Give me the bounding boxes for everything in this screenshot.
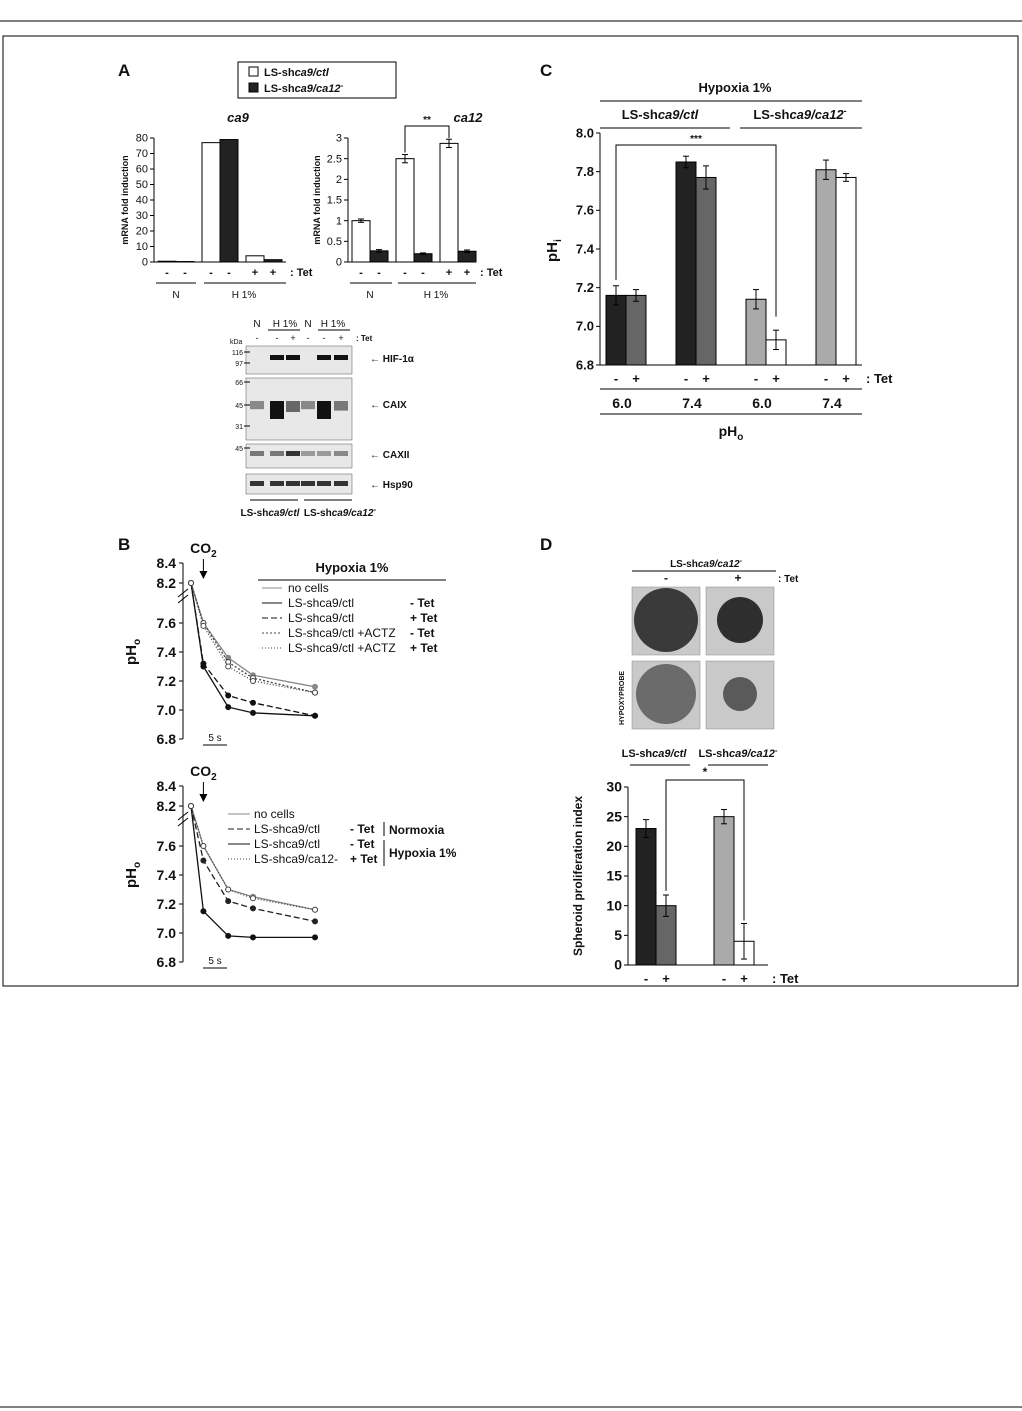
y-tick-label: 20 [135,225,148,238]
image-header: LS-shca9/ca12- [670,558,742,570]
bar [696,177,716,365]
y-tick-label: 30 [606,778,622,795]
band [317,451,331,456]
y-tick-label: 60 [135,163,148,176]
marker-label: 66 [235,380,243,387]
data-point [226,899,231,904]
tet-label: - [613,371,619,386]
bar [202,143,220,262]
data-point [201,661,206,666]
legend-tet: + Tet [350,852,378,866]
chart-title: Hypoxia 1% [315,560,389,575]
panel-label-d: D [540,535,553,554]
pho-value: 7.4 [822,395,842,411]
bar [676,162,696,365]
group-label: LS-shca9/ca12- [753,106,847,122]
lane-label: N [253,319,261,330]
y-axis-label: mRNA fold induction [312,155,322,245]
y-tick-label: 7.6 [575,202,594,218]
bottom-label: LS-shca9/ctl [240,508,300,519]
bar [440,143,458,262]
lane-label: N [304,319,312,330]
data-point [251,679,256,684]
tet-label: - [721,971,727,986]
legend-label: no cells [254,807,295,821]
data-point [313,907,318,912]
group-label: H 1% [231,290,257,301]
y-tick-label: 1 [335,215,342,228]
y-tick-label: 7.4 [156,644,176,660]
y-tick-label: 15 [606,867,622,884]
band-label: ← CAIX [370,400,407,411]
y-tick-label: 30 [135,210,148,223]
tet-label: - [322,333,326,343]
pho-value: 6.0 [752,395,772,411]
y-tick-label: 6.8 [575,357,594,373]
band [317,355,331,360]
band [270,401,284,419]
legend-a-label-ca12: LS-shca9/ca12- [264,81,344,95]
y-tick-label: 10 [606,897,622,914]
data-point [251,896,256,901]
y-tick-label: 7.6 [156,615,176,631]
y-tick-label: 8.4 [156,778,176,794]
panel-label-a: A [118,61,131,80]
data-point [226,887,231,892]
y-tick-label: 8.2 [156,575,176,591]
spheroid-images [619,558,799,729]
band [270,451,284,456]
y-tick-label: 0 [141,256,148,269]
legend-tet: - Tet [410,596,435,610]
group-label: N [366,290,374,301]
marker-label: 45 [235,446,243,453]
chart-b-bottom [123,763,457,970]
chart-title: ca9 [227,110,249,125]
kda-label: kDa [230,339,243,346]
chart-a-ca9 [120,110,313,301]
y-tick-label: 3 [335,132,342,145]
co2-arrowhead [199,571,207,579]
spheroid [634,588,698,652]
tet-label: - [209,267,213,279]
bar [352,221,370,262]
tet-label: + [772,371,780,386]
significance-label: ** [423,115,431,126]
y-tick-label: 7.2 [156,673,176,689]
marker-label: 45 [235,403,243,410]
data-point [251,906,256,911]
tet-axis-label: : Tet [480,267,503,279]
data-point [226,664,231,669]
legend-a [238,62,396,98]
tet-label: - [753,371,759,386]
band [286,401,300,412]
data-point [201,858,206,863]
y-tick-label: 0 [335,256,342,269]
tet-label: + [842,371,850,386]
tet-axis-label: : Tet [778,574,799,585]
band [250,481,264,486]
tet-label: + [662,971,670,986]
data-point [313,935,318,940]
y-tick-label: 8.0 [575,125,594,141]
co2-annotation: $CO_2$ [190,763,217,783]
y-tick-label: 7.4 [156,867,176,883]
marker-label: 97 [235,361,243,368]
legend-label: LS-shca9/ctl [288,611,355,625]
spheroid [636,664,696,724]
band [334,401,348,411]
data-point [313,713,318,718]
legend-tet: - Tet [350,837,375,851]
y-tick-label: 7.0 [575,318,594,334]
tet-label: + [702,371,710,386]
y-axis-label: $pH_i$ [544,239,564,262]
tet-label: + [734,571,742,585]
lane-label: H 1% [320,319,346,330]
band [250,401,264,409]
bar [158,261,176,262]
data-point [201,623,206,628]
y-tick-label: 1.5 [326,194,342,207]
bar [606,295,626,365]
band [270,355,284,360]
tet-label: - [403,267,407,279]
y-tick-label: 25 [606,808,622,825]
y-tick-label: 7.8 [575,164,594,179]
panel-label-c: C [540,61,553,80]
tet-label: - [823,371,829,386]
legend-label: LS-shca9/ctl +ACTZ [288,641,396,655]
legend-tet: + Tet [410,641,438,655]
band [301,481,315,486]
band [334,481,348,486]
tet-label: + [445,267,453,279]
data-point [251,710,256,715]
tet-axis-label: : Tet [290,267,313,279]
y-tick-label: 7.4 [575,241,594,257]
chart-a-ca12 [312,110,503,301]
tet-label: - [255,333,259,343]
spheroid [717,597,763,643]
chart-c-phi [544,80,893,443]
band [317,401,331,419]
band [286,481,300,486]
data-point [226,705,231,710]
x-axis-label: $pH_o$ [718,423,744,443]
legend-a-swatch-ctl [249,67,258,76]
data-point [189,581,194,586]
y-tick-label: 40 [135,194,148,207]
co2-arrowhead [199,794,207,802]
y-tick-label: 7.6 [156,838,176,854]
bar [816,170,836,365]
row-label: HYPOXYPROBE [619,670,626,725]
tet-label: + [290,333,296,343]
bar [264,260,282,262]
chart-b-top [123,540,446,747]
scale-label: 5 s [208,956,222,967]
tet-label: + [269,267,277,279]
tet-label: + [740,971,748,986]
data-point [226,693,231,698]
y-tick-label: 50 [135,179,148,192]
legend-label: no cells [288,581,329,595]
tet-label: + [463,267,471,279]
y-tick-label: 8.2 [156,798,176,814]
group-label: LS-shca9/ctl [621,107,699,122]
chart-title: Hypoxia 1% [698,80,772,95]
figure-frame [3,36,1018,986]
y-tick-label: 8.4 [156,555,176,571]
bar [836,177,856,365]
legend-tet: - Tet [410,626,435,640]
bar [246,256,264,262]
y-tick-label: 2.5 [326,153,342,166]
y-axis-label: mRNA fold induction [120,155,130,245]
tet-label: - [664,571,668,585]
tet-label: - [183,267,187,279]
condition-label: Hypoxia 1% [389,846,457,860]
bar [636,829,656,965]
co2-annotation: $CO_2$ [190,540,217,560]
legend-tet: - Tet [350,822,375,836]
band-label: ← HIF-1α [370,354,414,365]
data-point [201,909,206,914]
bar [396,159,414,262]
western-blot [230,319,415,519]
bar [220,140,238,262]
marker-label: 116 [231,350,243,357]
band-label: ← Hsp90 [370,480,413,491]
tet-label: - [275,333,279,343]
data-point [201,844,206,849]
y-tick-label: 70 [135,148,148,161]
band [286,451,300,456]
data-point [313,919,318,924]
panel-label-b: B [118,535,131,554]
significance-label: * [702,765,708,779]
legend-a-swatch-ca12 [249,83,258,92]
y-tick-label: 7.0 [156,925,176,941]
tet-label: + [338,333,344,343]
y-tick-label: 7.2 [156,896,176,912]
y-axis-label: Spheroid proliferation index [571,795,585,957]
band [301,401,315,409]
group-label: N [172,290,180,301]
y-tick-label: 6.8 [156,731,176,747]
y-tick-label: 7.0 [156,702,176,718]
tet-label: - [359,267,363,279]
band [286,355,300,360]
y-axis-label: $pH_o$ [123,638,143,665]
scale-label: 5 s [208,733,222,744]
band [334,355,348,360]
tet-label: + [251,267,259,279]
condition-label: Normoxia [389,823,445,837]
y-tick-label: 0 [614,956,622,973]
tet-label: - [643,971,649,986]
tet-label: - [683,371,689,386]
band [317,481,331,486]
tet-label: - [306,333,310,343]
band-label: ← CAXII [370,450,410,461]
group-label: LS-shca9/ctl [621,748,687,760]
tet-axis-label: : Tet [356,334,373,343]
significance-label: *** [690,134,702,145]
marker-label: 31 [235,424,243,431]
tet-label: - [421,267,425,279]
data-point [313,684,318,689]
data-point [251,935,256,940]
legend-a-label-ctl: LS-shca9/ctl [264,67,329,79]
y-tick-label: 10 [135,241,148,254]
group-label: H 1% [423,290,449,301]
pho-value: 6.0 [612,395,632,411]
lane-label: H 1% [272,319,298,330]
legend-label: LS-shca9/ca12- [254,852,339,866]
bar [626,295,646,365]
legend-label: LS-shca9/ctl [254,837,321,851]
y-tick-label: 7.2 [575,280,594,295]
data-point [189,804,194,809]
y-tick-label: 5 [614,927,622,943]
y-tick-label: 20 [606,838,622,854]
data-point [226,933,231,938]
legend-tet: + Tet [410,611,438,625]
bar [714,817,734,965]
y-tick-label: 2 [335,174,342,186]
data-point [313,690,318,695]
y-tick-label: 6.8 [156,954,176,970]
tet-axis-label: : Tet [866,371,893,386]
tet-label: - [377,267,381,279]
legend-label: LS-shca9/ctl [288,596,355,610]
legend-label: LS-shca9/ctl +ACTZ [288,626,396,640]
group-label: LS-shca9/ca12- [698,746,778,760]
tet-axis-label: : Tet [772,971,799,986]
bottom-label: LS-shca9/ca12- [303,505,377,519]
pho-value: 7.4 [682,395,702,411]
y-tick-label: 0.5 [326,236,342,248]
tet-label: - [227,267,231,279]
tet-label: + [632,371,640,386]
band [334,451,348,456]
chart-title: ca12 [453,110,483,125]
chart-d-spheroid [571,746,799,986]
y-axis-label: $pH_o$ [123,861,143,888]
spheroid [723,677,757,711]
band [270,481,284,486]
band [301,451,315,456]
tet-label: - [165,267,169,279]
band [250,451,264,456]
y-tick-label: 80 [135,132,148,145]
data-point [251,700,256,705]
legend-label: LS-shca9/ctl [254,822,321,836]
